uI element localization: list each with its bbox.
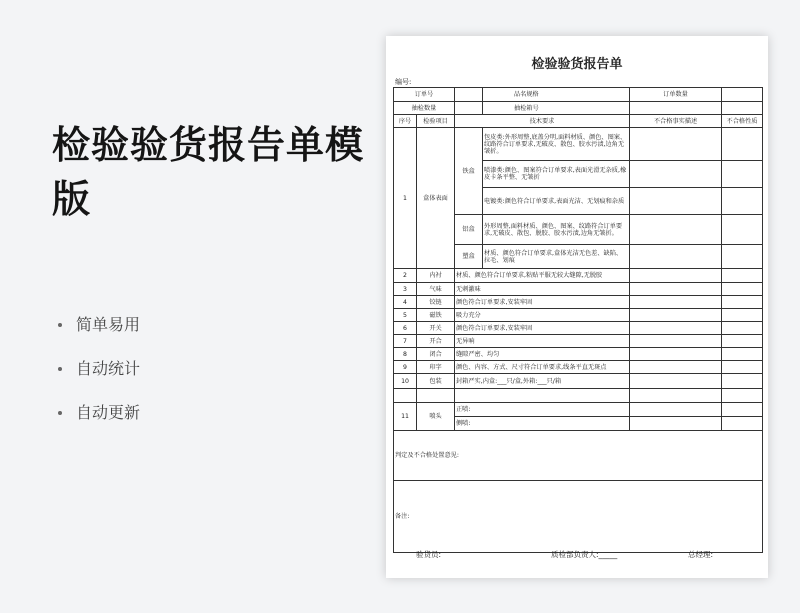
qty-cell[interactable] [722,348,763,361]
seq-cell [394,389,417,403]
remark-label: 备注: [394,481,763,553]
desc-cell[interactable] [630,348,722,361]
inspector-signature: 验货员: [416,550,442,559]
tech-req [455,389,630,403]
sample-qty-label: 抽检数量 [394,102,455,115]
tech-req: 封箱严实,内盒:___只/盒,外箱:___只/箱 [455,374,630,389]
seq-cell: 3 [394,283,417,296]
desc-cell[interactable] [630,403,722,417]
desc-cell[interactable] [630,309,722,322]
col-item: 检验项目 [417,115,455,128]
col-seq: 序号 [394,115,417,128]
qty-cell[interactable] [722,389,763,403]
qty-cell[interactable] [722,361,763,374]
desc-cell[interactable] [630,215,722,245]
blank-cell [722,102,763,115]
qty-cell[interactable] [722,215,763,245]
desc-cell[interactable] [630,322,722,335]
tech-req: 颜色符合订单要求,安装牢固 [455,322,630,335]
item-cell: 喷头 [417,403,455,431]
table-row [394,296,763,309]
tech-req: 颜色符合订单要求,安装牢固 [455,296,630,309]
qty-cell[interactable] [722,188,763,215]
seq-cell: 6 [394,322,417,335]
tech-req: 缝隙严密、均匀 [455,348,630,361]
qty-cell[interactable] [722,374,763,389]
order-qty-value[interactable] [722,88,763,102]
item-cell [417,389,455,403]
table-row [394,389,763,403]
tech-req: 材质、颜色符合订单要求,粘贴平服无较大缝隙,无脱胶 [455,269,630,283]
feature-item: 自动更新 [58,398,140,442]
tech-req: 无刺激味 [455,283,630,296]
spec-cell [483,88,630,102]
seq-cell: 11 [394,403,417,431]
inspection-table [393,87,763,553]
front-spray-label: 正喷: [455,403,630,417]
feature-item: 简单易用 [58,310,140,354]
qty-cell[interactable] [722,322,763,335]
sample-box-value[interactable] [630,102,722,115]
sample-box-cell [483,102,630,115]
aluminum-box-label: 铝盒 [455,215,483,245]
desc-cell[interactable] [630,296,722,309]
qty-cell[interactable] [722,161,763,188]
qc-manager-signature: 质检部负责人:_____ [551,550,618,559]
col-nonconf-desc: 不合格事实描述 [630,115,722,128]
tech-req: 无异响 [455,335,630,348]
qty-cell[interactable] [722,269,763,283]
item-cell: 盒体表面 [417,128,455,269]
order-qty-label: 订单数量 [630,88,722,102]
seq-cell: 2 [394,269,417,283]
seq-cell: 7 [394,335,417,348]
desc-cell[interactable] [630,128,722,161]
plastic-box-label: 塑盒 [455,245,483,269]
order-no-label: 订单号 [394,88,455,102]
item-cell: 开关 [417,322,455,335]
desc-cell[interactable] [630,417,722,431]
iron-box-label: 铁盒 [455,128,483,215]
tech-req: 颜色、内容、方式、尺寸符合订单要求,线条平直无斑点 [455,361,630,374]
qty-cell[interactable] [722,128,763,161]
col-tech: 技术要求 [455,115,630,128]
col-nonconf-qty: 不合格性质 [722,115,763,128]
order-no-value[interactable] [455,88,483,102]
document-title: 检验验货报告单 [531,57,623,72]
desc-cell[interactable] [630,188,722,215]
seq-cell: 5 [394,309,417,322]
item-cell: 磁铁 [417,309,455,322]
desc-cell[interactable] [630,269,722,283]
item-cell: 包装 [417,374,455,389]
item-cell: 印字 [417,361,455,374]
sample-box-label: 抽检箱号 [514,104,539,112]
document-preview [386,36,768,578]
spec-label: 品名规格 [514,91,539,98]
qty-cell[interactable] [722,296,763,309]
qty-cell[interactable] [722,309,763,322]
qty-cell[interactable] [722,283,763,296]
tech-req: 包皮类:外形周整,底盖分明,面料材质、颜色、图案、纹路符合订单要求,无破皮、散包、胶水污渍,边角无皱折。 [483,128,630,161]
feature-item: 自动统计 [58,354,140,398]
feature-list [58,310,140,442]
tech-req: 吸力充分 [455,309,630,322]
general-manager-signature: 总经理: [688,550,714,559]
desc-cell[interactable] [630,245,722,269]
tech-req: 外形周整,面料材质、颜色、图案、纹路符合订单要求,无破皮、散包、脱胶、胶水污渍,边角无皱折。 [483,215,630,245]
desc-cell[interactable] [630,161,722,188]
document-number-label: 编号: [395,78,412,86]
tech-req: 喷漆类:颜色、图案符合订单要求,表面光滑无杂质,橡皮卡条平整、无皱折 [483,161,630,188]
desc-cell[interactable] [630,361,722,374]
desc-cell[interactable] [630,389,722,403]
item-cell: 闭合 [417,348,455,361]
qty-cell[interactable] [722,335,763,348]
item-cell: 内衬 [417,269,455,283]
seq-cell: 9 [394,361,417,374]
qty-cell[interactable] [722,245,763,269]
qty-cell[interactable] [722,403,763,417]
desc-cell[interactable] [630,335,722,348]
table-row [394,283,763,296]
desc-cell[interactable] [630,374,722,389]
tech-req: 材质、颜色符合订单要求,盒体光洁无色差、缺陷、拉毛、划痕 [483,245,630,269]
table-row [394,361,763,374]
seq-cell: 4 [394,296,417,309]
seq-cell: 1 [394,128,417,269]
judgement-label: 判定及不合格处置意见: [394,431,763,481]
table-row [394,269,763,283]
sample-qty-value[interactable] [455,102,483,115]
tech-req: 电镀类:颜色符合订单要求,表面光洁、无划痕和杂质 [483,188,630,215]
side-spray-label: 侧喷: [455,417,630,431]
table-row [394,348,763,361]
desc-cell[interactable] [630,283,722,296]
table-row [394,335,763,348]
hero-title: 检验验货报告单模版 [52,123,365,221]
qty-cell[interactable] [722,417,763,431]
table-row [394,322,763,335]
item-cell: 铰链 [417,296,455,309]
item-cell: 气味 [417,283,455,296]
seq-cell: 8 [394,348,417,361]
table-row [394,374,763,389]
item-cell: 开合 [417,335,455,348]
seq-cell: 10 [394,374,417,389]
table-row [394,309,763,322]
